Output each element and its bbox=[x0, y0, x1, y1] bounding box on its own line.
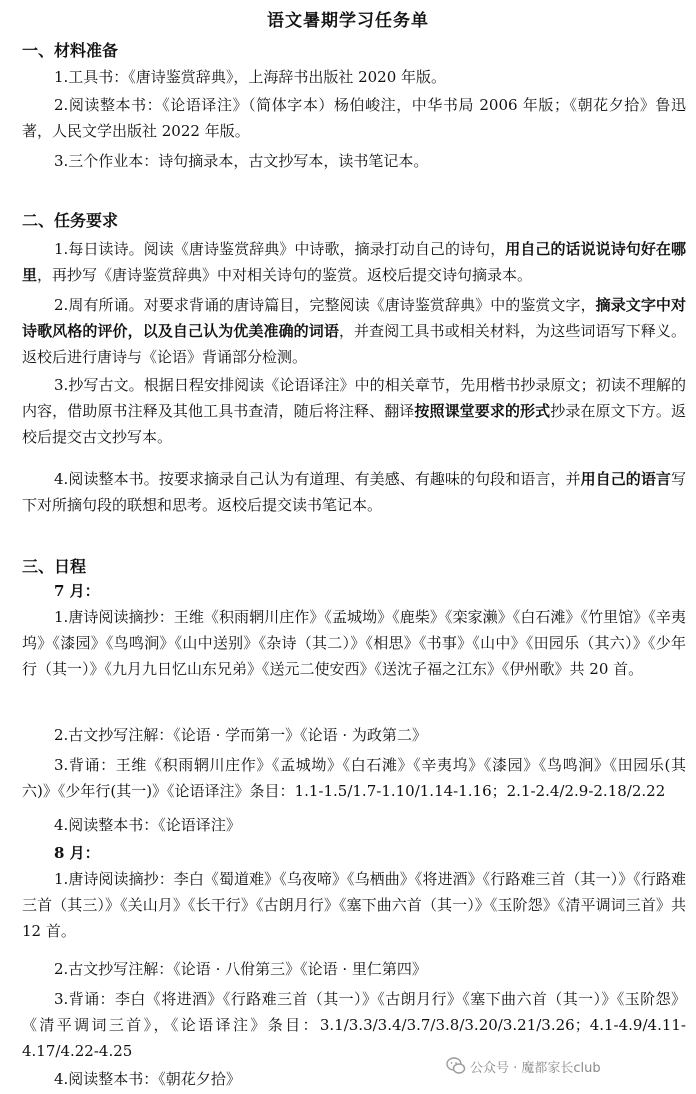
august-item-2: 2.古文抄写注解：《论语 · 八佾第三》《论语 · 里仁第四》 bbox=[54, 960, 427, 978]
watermark bbox=[446, 1056, 601, 1076]
august-item-1: 1.唐诗阅读摘抄：李白《蜀道难》《乌夜啼》《乌栖曲》《将进酒》《行路难三首（其一）》《行路难三首（其三）》《关山月》《长干行》《古朗月行》《塞下曲六首（其一）》《玉阶怨》《清平调词三首》共 12 首。 bbox=[22, 870, 686, 940]
materials-item-1: 1.工具书：《唐诗鉴赏辞典》，上海辞书出版社 2020 年版。 bbox=[54, 68, 447, 86]
task-4-text-c: 写下对所摘句段的联想和思考。返校后提交读书笔记本。 bbox=[22, 470, 686, 514]
task-3-emphasis: 按照课堂要求的形式 bbox=[414, 402, 551, 420]
wechat-icon bbox=[446, 1056, 466, 1076]
task-2-emphasis: 摘录文字中对诗歌风格的评价，以及自己认为优美准确的词语 bbox=[22, 296, 686, 340]
task-1-emphasis: 用自己的话说说诗句好在哪里 bbox=[22, 240, 686, 284]
watermark-text: 公众号 · 魔都家长club bbox=[470, 1060, 601, 1076]
task-1-text-a: 1.每日读诗。阅读《唐诗鉴赏辞典》中诗歌，摘录打动自己的诗句， bbox=[54, 240, 506, 258]
task-item-3 bbox=[22, 372, 686, 450]
document-title: 语文暑期学习任务单 bbox=[267, 11, 429, 31]
task-1-text-c: ，再抄写《唐诗鉴赏辞典》中对相关诗句的鉴赏。返校后提交诗句摘录本。 bbox=[37, 266, 533, 284]
task-item-1 bbox=[22, 236, 686, 288]
task-3-text-c: 抄录在原文下方。返校后提交古文抄写本。 bbox=[22, 402, 686, 446]
july-item-4: 4.阅读整本书：《论语译注》 bbox=[54, 816, 241, 834]
section-heading-schedule: 三、日程 bbox=[22, 557, 87, 576]
section-heading-tasks: 二、任务要求 bbox=[22, 211, 119, 230]
task-2-text-c: ，并查阅工具书或相关材料，为这些词语写下释义。返校后进行唐诗与《论语》背诵部分检测。 bbox=[22, 322, 686, 366]
month-label-july: 7 月： bbox=[54, 582, 100, 600]
august-item-3: 3.背诵：李白《将进酒》《行路难三首（其一）》《古朗月行》《塞下曲六首（其一）》《玉阶怨》《清平调词三首》，《论语译注》条目：3.1/3.3/3.4/3.7/3.8/3.20/3.21/3.26；4.1-4.9/4.11-4.17/4.22-4.25 bbox=[22, 990, 686, 1060]
materials-item-3: 3.三个作业本：诗句摘录本，古文抄写本，读书笔记本。 bbox=[54, 152, 429, 170]
materials-item-2: 2.阅读整本书：《论语译注》（简体字本）杨伯峻注，中华书局 2006 年版；《朝花夕拾》鲁迅著，人民文学出版社 2022 年版。 bbox=[22, 96, 686, 140]
task-item-2 bbox=[22, 292, 686, 370]
august-item-4: 4.阅读整本书：《朝花夕拾》 bbox=[54, 1070, 241, 1088]
task-3-text-a: 3.抄写古文。根据日程安排阅读《论语译注》中的相关章节，先用楷书抄录原文；初读不理解的内容，借助原书注释及其他工具书查清，随后将注释、翻译 bbox=[22, 376, 686, 420]
task-4-emphasis: 用自己的语言 bbox=[580, 470, 671, 488]
task-item-4 bbox=[22, 466, 686, 518]
july-item-1: 1.唐诗阅读摘抄：王维《积雨辋川庄作》《孟城坳》《鹿柴》《栾家濑》《白石滩》《竹里馆》《辛夷坞》《漆园》《鸟鸣涧》《山中送别》《杂诗（其二）》《相思》《书事》《山中》《田园乐（其六）》《少年行（其一）》《九月九日忆山东兄弟》《送元二使安西》《送沈子福之江东》《伊州歌》共 20 首。 bbox=[22, 608, 686, 678]
task-2-text-a: 2.周有所诵。对要求背诵的唐诗篇目，完整阅读《唐诗鉴赏辞典》中的鉴赏文字， bbox=[54, 296, 596, 314]
july-item-2: 2.古文抄写注解：《论语 · 学而第一》《论语 · 为政第二》 bbox=[54, 726, 427, 744]
month-label-august: 8 月： bbox=[54, 844, 100, 862]
section-heading-materials: 一、材料准备 bbox=[22, 41, 119, 60]
july-item-3: 3.背诵：王维《积雨辋川庄作》《孟城坳》《白石滩》《辛夷坞》《漆园》《鸟鸣涧》《田园乐(其六)》《少年行(其一)》《论语译注》条目：1.1-1.5/1.7-1.10/1.14-1.16；2.1-2.4/2.9-2.18/2.22 bbox=[22, 756, 686, 800]
task-4-text-a: 4.阅读整本书。按要求摘录自己认为有道理、有美感、有趣味的句段和语言，并 bbox=[54, 470, 581, 488]
